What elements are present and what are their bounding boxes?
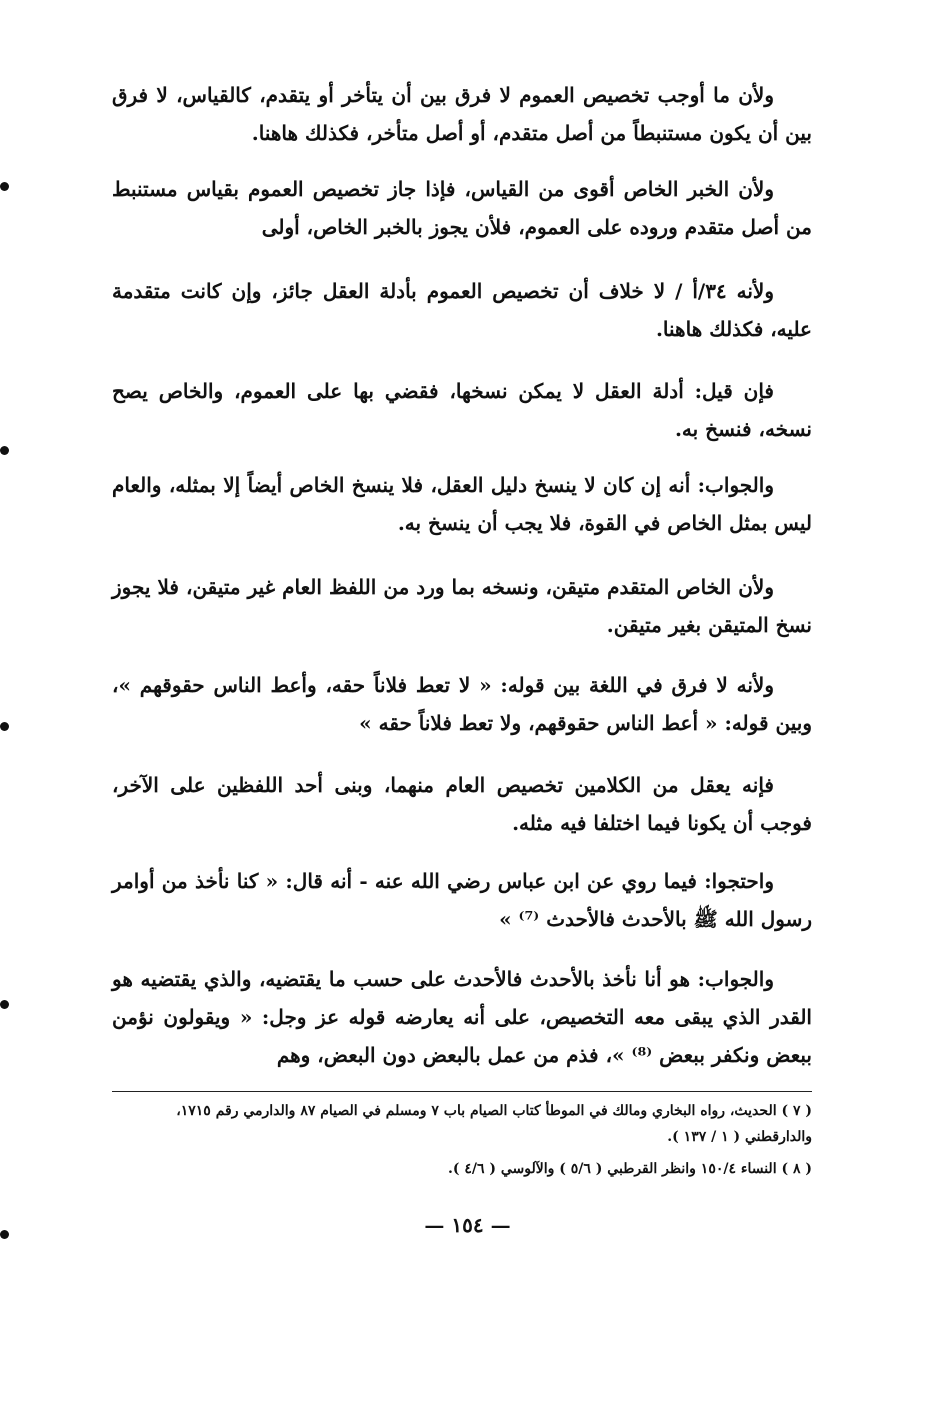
paragraph-body: أدلة العقل لا يمكن نسخها، فقضي بها على العموم، والخاص يصح نسخه، فنسخ به. bbox=[112, 379, 812, 441]
paragraph-8 bbox=[112, 766, 812, 842]
paragraph-3 bbox=[112, 272, 812, 348]
paragraph-text: فإنه يعقل من الكلامين تخصيص العام منهما، وبنى أحد اللفظين على الآخر، فوجب أن يكونا فيما اختلفا فيه مثله. bbox=[112, 773, 812, 835]
paragraph-text bbox=[112, 466, 812, 542]
binding-hole-mark bbox=[0, 1230, 9, 1239]
paragraph-text: ولأنه لا فرق في اللغة بين قوله: « لا تعط فلاناً حقه، وأعط الناس حقوقهم »، وبين قوله: « أعط الناس حقوقهم، ولا تعط فلاناً حقه » bbox=[112, 673, 812, 735]
paragraph-2 bbox=[112, 170, 812, 246]
binding-hole-mark bbox=[0, 446, 9, 455]
footnote-8: ( ٨ ) النساء ١٥٠/٤ وانظر القرطبي ( ٥/٦ ) والآلوسي ( ٤/٦ ). bbox=[447, 1161, 812, 1177]
paragraph-lead: والجواب: bbox=[697, 473, 774, 497]
footnote-divider bbox=[112, 1091, 812, 1092]
paragraph-body: فيما روي عن ابن عباس رضي الله عنه - أنه قال: « كنا نأخذ من أوامر رسول الله ﷺ بالأحدث فالأحدث ⁽⁷⁾ » bbox=[112, 869, 812, 931]
paragraph-body: أنه إن كان لا ينسخ دليل العقل، فلا ينسخ الخاص أيضاً إلا بمثله، والعام ليس بمثل الخاص في القوة، فلا يجب أن ينسخ به. bbox=[112, 473, 812, 535]
paragraph-body: هو أنا نأخذ بالأحدث فالأحدث على حسب ما يقتضيه، والذي يقتضيه هو القدر الذي يبقى معه التخصيص، على أنه يعارضه قوله عز وجل: « ويقولون نؤمن ببعض ونكفر ببعض ⁽⁸⁾ »، فذم من عمل بالبعض دون البعض، وهم bbox=[112, 967, 812, 1067]
footnote-7: ( ٧ ) الحديث، رواه البخاري ومالك في الموطأ كتاب الصيام باب ٧ ومسلم في الصيام ٨٧ والدارمي رقم ١٧١٥، والدارقطني ( ١ / ١٣٧ ). bbox=[176, 1103, 812, 1145]
paragraph-7 bbox=[112, 666, 812, 742]
paragraph-text: ولأنه ٣٤/أ / لا خلاف أن تخصيص العموم بأدلة العقل جائز، وإن كانت متقدمة عليه، فكذلك هاهنا. bbox=[112, 279, 812, 341]
paragraph-9 bbox=[112, 862, 812, 938]
paragraph-text: ولأن الخاص المتقدم متيقن، ونسخه بما ورد من اللفظ العام غير متيقن، فلا يجوز نسخ المتيقن بغير متيقن. bbox=[112, 575, 812, 637]
paragraph-text bbox=[112, 862, 812, 938]
binding-hole-mark bbox=[0, 182, 9, 191]
paragraph-5 bbox=[112, 466, 812, 542]
binding-hole-mark bbox=[0, 1000, 9, 1009]
paragraph-10 bbox=[112, 960, 812, 1074]
paragraph-text bbox=[112, 372, 812, 448]
paragraph-text: ولأن ما أوجب تخصيص العموم لا فرق بين أن يتأخر أو يتقدم، كالقياس، لا فرق بين أن يكون مستنبطاً من أصل متقدم، أو أصل متأخر، فكذلك هاهنا. bbox=[112, 83, 812, 145]
paragraph-1 bbox=[112, 76, 812, 152]
paragraph-text bbox=[112, 960, 812, 1074]
paragraph-4 bbox=[112, 372, 812, 448]
paragraph-lead: فإن قيل: bbox=[694, 379, 774, 403]
paragraph-6 bbox=[112, 568, 812, 644]
paragraph-lead: والجواب: bbox=[697, 967, 774, 991]
paragraph-lead: واحتجوا: bbox=[704, 869, 774, 893]
paragraph-text: ولأن الخبر الخاص أقوى من القياس، فإذا جاز تخصيص العموم بقياس مستنبط من أصل متقدم وروده على العموم، فلأن يجوز بالخبر الخاص، أولى bbox=[112, 177, 812, 239]
page-number: — ١٥٤ — bbox=[424, 1213, 511, 1237]
binding-hole-mark bbox=[0, 722, 9, 731]
